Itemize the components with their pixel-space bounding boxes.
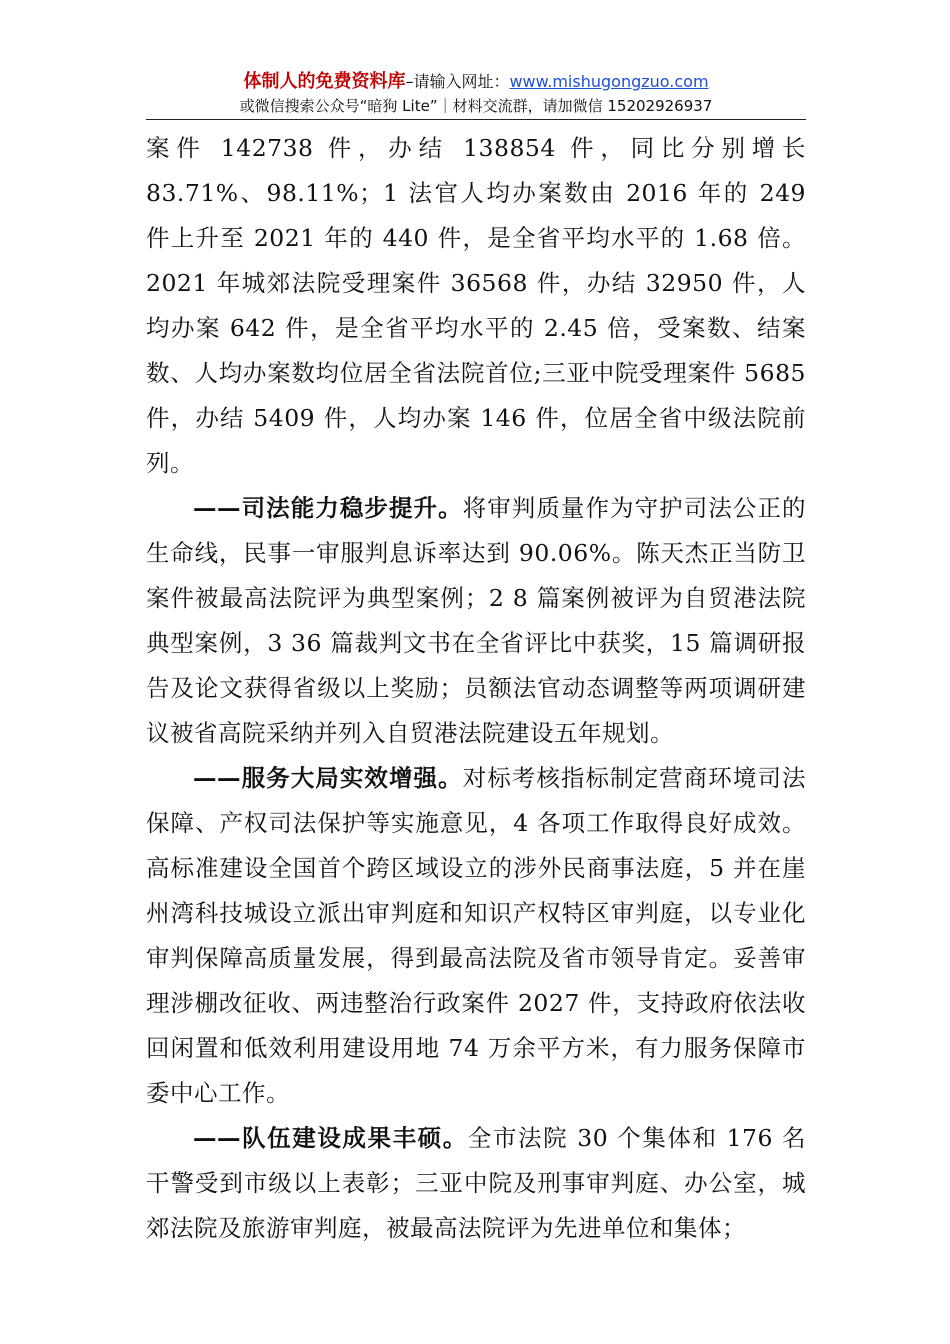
paragraph (146, 486, 806, 756)
paragraph (146, 126, 806, 486)
paragraph-heading: ——服务大局实效增强。 (193, 764, 463, 792)
document-body (146, 126, 806, 1251)
header-line-2: 或微信搜索公众号“暗狗 Lite”｜材料交流群，请加微信 15202926937 (239, 97, 713, 115)
header-line-1 (146, 70, 806, 94)
header-prompt: –请输入网址： (405, 72, 510, 91)
paragraph-text: 全市法院 30 个集体和 176 名干警受到市级以上表彰；三亚中院及刑事审判庭、办公室，城郊法院及旅游审判庭，被最高法院评为先进单位和集体； (146, 1124, 807, 1242)
header-url-link[interactable]: www.mishugongzuo.com (509, 72, 709, 91)
paragraph (146, 756, 806, 1116)
paragraph (146, 1116, 806, 1251)
paragraph-heading: ——队伍建设成果丰硕。 (193, 1124, 468, 1152)
paragraph-text: 案件 142738 件，办结 138854 件，同比分别增长 83.71%、98.11%；1 法官人均办案数由 2016 年的 249 件上升至 2021 年的 440 件，是全省平均水平的 1.68 倍。2021 年城郊法院受理案件 36568 件，办结 32950 件，人均办案 642 件，是全省平均水平的 2.45 倍，受案数、结案数、人均办案数均位居全省法院首位;三亚中院受理案件 5685 件，办结 5409 件，人均办案 146 件，位居全省中级法院前列。 (146, 134, 806, 477)
header-divider (146, 119, 806, 120)
paragraph-heading: ——司法能力稳步提升。 (193, 494, 463, 522)
paragraph-text: 对标考核指标制定营商环境司法保障、产权司法保护等实施意见，4 各项工作取得良好成效。高标准建设全国首个跨区域设立的涉外民商事法庭，5 并在崖州湾科技城设立派出审判庭和知识产权特区审判庭，以专业化审判保障高质量发展，得到最高法院及省市领导肯定。妥善审理涉棚改征收、两违整治行政案件 2027 件，支持政府依法收回闲置和低效利用建设用地 74 万余平方米，有力服务保障市委中心工作。 (146, 764, 807, 1107)
page-header (146, 70, 806, 118)
paragraph-text: 将审判质量作为守护司法公正的生命线，民事一审服判息诉率达到 90.06%。陈天杰正当防卫案件被最高法院评为典型案例；2 8 篇案例被评为自贸港法院典型案例，3 36 篇裁判文书在全省评比中获奖，15 篇调研报告及论文获得省级以上奖励；员额法官动态调整等两项调研建议被省高院采纳并列入自贸港法院建设五年规划。 (146, 494, 807, 747)
header-brand: 体制人的免费资料库 (243, 71, 406, 92)
